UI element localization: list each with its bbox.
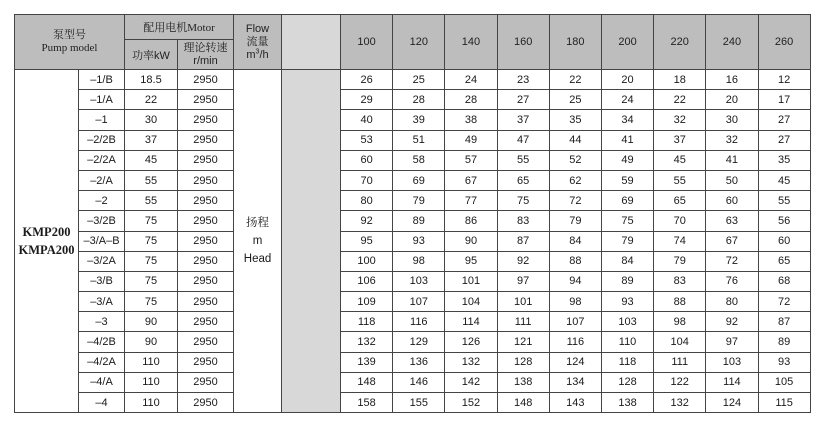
head-value-cell: 35 <box>758 150 810 170</box>
head-value-cell: 114 <box>445 312 497 332</box>
head-value-cell: 103 <box>601 312 653 332</box>
head-value-cell: 132 <box>445 352 497 372</box>
head-value-cell: 55 <box>758 191 810 211</box>
head-label-cell <box>234 70 282 413</box>
head-value-cell: 109 <box>341 292 393 312</box>
speed-cell: 2950 <box>178 372 234 392</box>
head-value-cell: 97 <box>497 271 549 291</box>
head-value-cell: 25 <box>393 70 445 90</box>
head-value-cell: 77 <box>445 191 497 211</box>
head-value-cell: 118 <box>601 352 653 372</box>
head-value-cell: 17 <box>758 90 810 110</box>
head-value-cell: 58 <box>393 150 445 170</box>
pump-model-header <box>15 15 125 70</box>
flow-value-header: 200 <box>601 15 653 70</box>
head-value-cell: 79 <box>601 231 653 251</box>
head-value-cell: 52 <box>549 150 601 170</box>
head-value-cell: 45 <box>654 150 706 170</box>
head-value-cell: 93 <box>758 352 810 372</box>
power-cell: 55 <box>125 170 178 190</box>
power-header: 功率kW <box>125 40 178 70</box>
speed-cell: 2950 <box>178 170 234 190</box>
head-value-cell: 103 <box>393 271 445 291</box>
speed-cell: 2950 <box>178 110 234 130</box>
head-value-cell: 22 <box>654 90 706 110</box>
head-value-cell: 107 <box>393 292 445 312</box>
head-value-cell: 83 <box>654 271 706 291</box>
variant-cell: –3/2B <box>79 211 125 231</box>
power-cell: 90 <box>125 332 178 352</box>
head-value-cell: 41 <box>706 150 758 170</box>
model-group-line2: KMPA200 <box>18 243 75 258</box>
head-value-cell: 128 <box>601 372 653 392</box>
head-value-cell: 67 <box>445 170 497 190</box>
variant-cell: –3/A–B <box>79 231 125 251</box>
head-value-cell: 23 <box>497 70 549 90</box>
variant-cell: –2/2B <box>79 130 125 150</box>
head-value-cell: 116 <box>393 312 445 332</box>
head-value-cell: 104 <box>654 332 706 352</box>
flow-value-header: 100 <box>341 15 393 70</box>
head-value-cell: 65 <box>497 170 549 190</box>
pump-model-header-en: Pump model <box>41 42 98 54</box>
speed-header-unit: r/min <box>193 55 218 67</box>
head-value-cell: 104 <box>445 292 497 312</box>
table-row <box>15 292 811 312</box>
table-row <box>15 372 811 392</box>
head-value-cell: 27 <box>758 110 810 130</box>
flow-value-header: 140 <box>445 15 497 70</box>
variant-cell: –2 <box>79 191 125 211</box>
head-value-cell: 86 <box>445 211 497 231</box>
head-value-cell: 132 <box>654 393 706 413</box>
speed-cell: 2950 <box>178 211 234 231</box>
head-value-cell: 121 <box>497 332 549 352</box>
table-row <box>15 352 811 372</box>
speed-cell: 2950 <box>178 271 234 291</box>
head-value-cell: 97 <box>706 332 758 352</box>
head-value-cell: 38 <box>445 110 497 130</box>
variant-cell: –3/A <box>79 292 125 312</box>
head-value-cell: 89 <box>758 332 810 352</box>
head-value-cell: 89 <box>393 211 445 231</box>
speed-cell: 2950 <box>178 393 234 413</box>
head-value-cell: 49 <box>601 150 653 170</box>
variant-cell: –4/2B <box>79 332 125 352</box>
head-value-cell: 28 <box>393 90 445 110</box>
speed-cell: 2950 <box>178 191 234 211</box>
flow-value-header: 160 <box>497 15 549 70</box>
head-value-cell: 88 <box>549 251 601 271</box>
head-value-cell: 90 <box>445 231 497 251</box>
head-value-cell: 93 <box>601 292 653 312</box>
head-value-cell: 98 <box>549 292 601 312</box>
motor-header-en: Motor <box>187 22 215 34</box>
head-value-cell: 69 <box>393 170 445 190</box>
head-value-cell: 148 <box>341 372 393 392</box>
head-value-cell: 20 <box>706 90 758 110</box>
head-value-cell: 34 <box>601 110 653 130</box>
head-value-cell: 111 <box>497 312 549 332</box>
head-value-cell: 95 <box>341 231 393 251</box>
head-value-cell: 138 <box>601 393 653 413</box>
flow-value-header: 220 <box>654 15 706 70</box>
variant-cell: –3/2A <box>79 251 125 271</box>
head-value-cell: 75 <box>497 191 549 211</box>
speed-cell: 2950 <box>178 251 234 271</box>
head-value-cell: 84 <box>601 251 653 271</box>
head-value-cell: 106 <box>341 271 393 291</box>
speed-cell: 2950 <box>178 332 234 352</box>
head-value-cell: 136 <box>393 352 445 372</box>
head-value-cell: 32 <box>706 130 758 150</box>
table-row <box>15 211 811 231</box>
head-value-cell: 39 <box>393 110 445 130</box>
head-value-cell: 122 <box>654 372 706 392</box>
flow-header <box>234 15 282 70</box>
power-cell: 110 <box>125 393 178 413</box>
power-cell: 18.5 <box>125 70 178 90</box>
head-value-cell: 49 <box>445 130 497 150</box>
head-value-cell: 32 <box>654 110 706 130</box>
head-value-cell: 129 <box>393 332 445 352</box>
model-group-line1: KMP200 <box>22 225 71 240</box>
power-cell: 110 <box>125 352 178 372</box>
flow-unit: $m^3/h$ <box>246 47 269 61</box>
head-value-cell: 80 <box>341 191 393 211</box>
head-value-cell: 55 <box>654 170 706 190</box>
table-row <box>15 231 811 251</box>
speed-cell: 2950 <box>178 70 234 90</box>
head-value-cell: 88 <box>654 292 706 312</box>
head-value-cell: 60 <box>706 191 758 211</box>
flow-header-cn: 流量 <box>246 35 269 48</box>
head-value-cell: 65 <box>758 251 810 271</box>
head-value-cell: 16 <box>706 70 758 90</box>
head-value-cell: 107 <box>549 312 601 332</box>
head-value-cell: 139 <box>341 352 393 372</box>
table-row <box>15 312 811 332</box>
flow-value-header: 240 <box>706 15 758 70</box>
head-value-cell: 74 <box>654 231 706 251</box>
head-value-cell: 75 <box>601 211 653 231</box>
speed-cell: 2950 <box>178 150 234 170</box>
head-value-cell: 100 <box>341 251 393 271</box>
flow-value-header: 180 <box>549 15 601 70</box>
variant-cell: –1/A <box>79 90 125 110</box>
flow-header-en: Flow <box>245 22 270 35</box>
table-row <box>15 150 811 170</box>
speed-header <box>178 40 234 70</box>
head-label-en: Head <box>243 253 272 266</box>
head-value-cell: 50 <box>706 170 758 190</box>
head-value-cell: 95 <box>445 251 497 271</box>
power-cell: 75 <box>125 231 178 251</box>
speed-header-cn: 理论转速 <box>183 42 228 54</box>
head-value-cell: 92 <box>706 312 758 332</box>
table-row <box>15 130 811 150</box>
head-value-cell: 24 <box>601 90 653 110</box>
head-value-cell: 98 <box>654 312 706 332</box>
head-value-cell: 138 <box>497 372 549 392</box>
head-value-cell: 27 <box>497 90 549 110</box>
variant-cell: –4 <box>79 393 125 413</box>
model-group-cell <box>15 70 79 413</box>
head-value-cell: 67 <box>706 231 758 251</box>
head-value-cell: 124 <box>706 393 758 413</box>
table-row <box>15 393 811 413</box>
speed-cell: 2950 <box>178 231 234 251</box>
header-separator <box>282 15 341 70</box>
head-label-cn: 扬程 <box>246 217 270 230</box>
head-value-cell: 152 <box>445 393 497 413</box>
variant-cell: –2/A <box>79 170 125 190</box>
head-value-cell: 134 <box>549 372 601 392</box>
head-value-cell: 60 <box>341 150 393 170</box>
head-value-cell: 22 <box>549 70 601 90</box>
head-value-cell: 89 <box>601 271 653 291</box>
table-row <box>15 90 811 110</box>
table-row <box>15 70 811 90</box>
head-value-cell: 94 <box>549 271 601 291</box>
head-value-cell: 72 <box>549 191 601 211</box>
column-separator <box>282 70 341 413</box>
head-value-cell: 115 <box>758 393 810 413</box>
head-value-cell: 158 <box>341 393 393 413</box>
head-value-cell: 41 <box>601 130 653 150</box>
variant-cell: –1 <box>79 110 125 130</box>
speed-cell: 2950 <box>178 292 234 312</box>
head-value-cell: 101 <box>445 271 497 291</box>
head-value-cell: 72 <box>706 251 758 271</box>
head-value-cell: 148 <box>497 393 549 413</box>
head-value-cell: 155 <box>393 393 445 413</box>
head-value-cell: 44 <box>549 130 601 150</box>
flow-value-header: 120 <box>393 15 445 70</box>
head-value-cell: 63 <box>706 211 758 231</box>
motor-header <box>125 15 234 40</box>
head-value-cell: 76 <box>706 271 758 291</box>
power-cell: 45 <box>125 150 178 170</box>
head-value-cell: 124 <box>549 352 601 372</box>
head-value-cell: 68 <box>758 271 810 291</box>
motor-header-cn: 配用电机 <box>143 22 188 34</box>
variant-cell: –1/B <box>79 70 125 90</box>
pump-performance-table <box>14 14 811 413</box>
head-value-cell: 51 <box>393 130 445 150</box>
head-value-cell: 69 <box>601 191 653 211</box>
power-cell: 75 <box>125 271 178 291</box>
table-row <box>15 191 811 211</box>
head-value-cell: 35 <box>549 110 601 130</box>
power-cell: 22 <box>125 90 178 110</box>
head-value-cell: 65 <box>654 191 706 211</box>
power-cell: 110 <box>125 372 178 392</box>
variant-cell: –4/2A <box>79 352 125 372</box>
head-value-cell: 55 <box>497 150 549 170</box>
speed-cell: 2950 <box>178 90 234 110</box>
head-value-cell: 101 <box>497 292 549 312</box>
power-cell: 55 <box>125 191 178 211</box>
head-value-cell: 28 <box>445 90 497 110</box>
power-cell: 75 <box>125 251 178 271</box>
pump-model-header-cn: 泵型号 <box>53 29 86 41</box>
speed-cell: 2950 <box>178 352 234 372</box>
power-cell: 37 <box>125 130 178 150</box>
head-value-cell: 24 <box>445 70 497 90</box>
head-value-cell: 128 <box>497 352 549 372</box>
head-value-cell: 62 <box>549 170 601 190</box>
power-cell: 90 <box>125 312 178 332</box>
head-value-cell: 92 <box>341 211 393 231</box>
head-value-cell: 79 <box>393 191 445 211</box>
head-value-cell: 25 <box>549 90 601 110</box>
head-value-cell: 105 <box>758 372 810 392</box>
head-label-unit: m <box>252 235 263 248</box>
power-cell: 30 <box>125 110 178 130</box>
head-value-cell: 111 <box>654 352 706 372</box>
variant-cell: –2/2A <box>79 150 125 170</box>
head-value-cell: 18 <box>654 70 706 90</box>
head-value-cell: 146 <box>393 372 445 392</box>
table-row <box>15 271 811 291</box>
head-value-cell: 110 <box>601 332 653 352</box>
head-value-cell: 114 <box>706 372 758 392</box>
head-value-cell: 70 <box>654 211 706 231</box>
speed-cell: 2950 <box>178 312 234 332</box>
table-row <box>15 110 811 130</box>
variant-cell: –4/A <box>79 372 125 392</box>
head-value-cell: 12 <box>758 70 810 90</box>
head-value-cell: 79 <box>654 251 706 271</box>
head-value-cell: 29 <box>341 90 393 110</box>
head-value-cell: 70 <box>341 170 393 190</box>
head-value-cell: 80 <box>706 292 758 312</box>
table-row <box>15 251 811 271</box>
head-value-cell: 116 <box>549 332 601 352</box>
head-value-cell: 98 <box>393 251 445 271</box>
head-value-cell: 143 <box>549 393 601 413</box>
head-value-cell: 57 <box>445 150 497 170</box>
variant-cell: –3/B <box>79 271 125 291</box>
power-cell: 75 <box>125 292 178 312</box>
speed-cell: 2950 <box>178 130 234 150</box>
head-value-cell: 59 <box>601 170 653 190</box>
head-value-cell: 79 <box>549 211 601 231</box>
head-value-cell: 72 <box>758 292 810 312</box>
head-value-cell: 92 <box>497 251 549 271</box>
head-value-cell: 126 <box>445 332 497 352</box>
head-value-cell: 47 <box>497 130 549 150</box>
head-value-cell: 56 <box>758 211 810 231</box>
head-value-cell: 53 <box>341 130 393 150</box>
head-value-cell: 103 <box>706 352 758 372</box>
table-row <box>15 170 811 190</box>
head-value-cell: 30 <box>706 110 758 130</box>
variant-cell: –3 <box>79 312 125 332</box>
head-value-cell: 132 <box>341 332 393 352</box>
head-value-cell: 40 <box>341 110 393 130</box>
head-value-cell: 27 <box>758 130 810 150</box>
head-value-cell: 87 <box>497 231 549 251</box>
head-value-cell: 93 <box>393 231 445 251</box>
head-value-cell: 26 <box>341 70 393 90</box>
head-value-cell: 45 <box>758 170 810 190</box>
head-value-cell: 118 <box>341 312 393 332</box>
head-value-cell: 84 <box>549 231 601 251</box>
head-value-cell: 142 <box>445 372 497 392</box>
head-value-cell: 83 <box>497 211 549 231</box>
head-value-cell: 37 <box>654 130 706 150</box>
head-value-cell: 87 <box>758 312 810 332</box>
head-value-cell: 20 <box>601 70 653 90</box>
table-row <box>15 332 811 352</box>
head-value-cell: 60 <box>758 231 810 251</box>
flow-value-header: 260 <box>758 15 810 70</box>
power-cell: 75 <box>125 211 178 231</box>
head-value-cell: 37 <box>497 110 549 130</box>
